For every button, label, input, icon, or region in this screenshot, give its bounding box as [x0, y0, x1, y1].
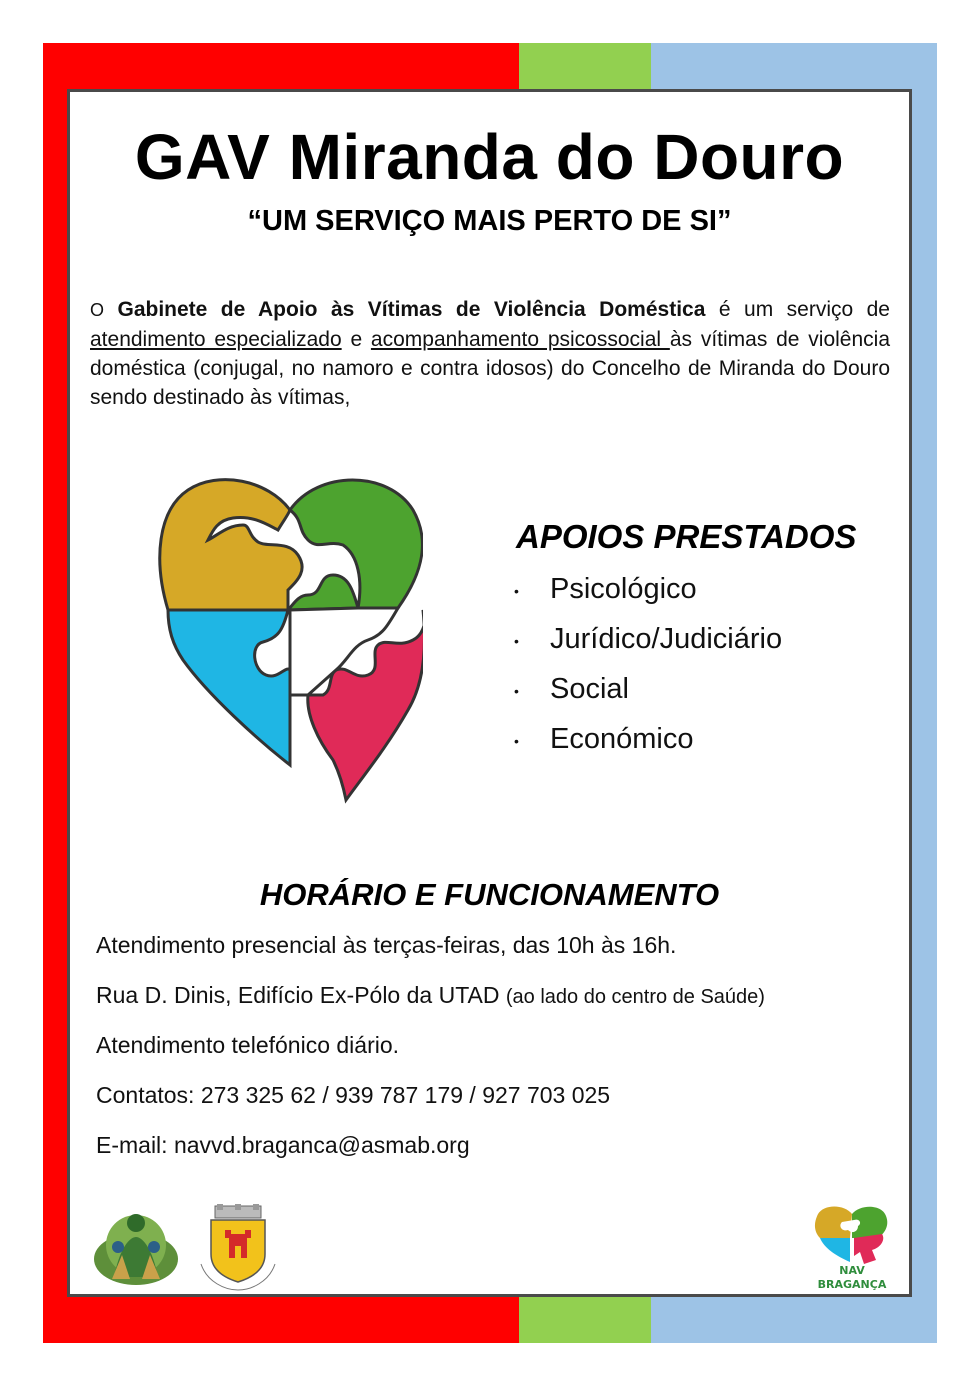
schedule-line: Atendimento presencial às terças-feiras, das 10h às 16h. — [96, 932, 677, 958]
apoio-item: • Psicológico — [514, 570, 782, 620]
puzzle-piece-green — [290, 480, 422, 608]
poster-subtitle: “UM SERVIÇO MAIS PERTO DE SI” — [247, 205, 732, 237]
poster-panel — [67, 89, 912, 1297]
poster-frame — [43, 43, 937, 1343]
address-line — [96, 980, 896, 1030]
nav-braganca-logo — [812, 1204, 892, 1292]
nav-logo-line1: NAV — [839, 1264, 865, 1277]
address-note: (ao lado do centro de Saúde) — [505, 986, 765, 1008]
intro-paragraph — [90, 295, 890, 412]
horario-info — [96, 930, 896, 1180]
apoios-heading: APOIOS PRESTADOS — [516, 518, 857, 555]
intro-lead: O — [90, 300, 105, 320]
nav-logo-line2: BRAGANÇA — [817, 1278, 887, 1291]
intro-underline-2: acompanhamento psicossocial — [370, 328, 670, 351]
intro-text-1: é um serviço de — [705, 298, 890, 321]
email-line[interactable]: E-mail: navvd.braganca@asmab.org — [96, 1132, 470, 1158]
nav-puzzle-heart-icon — [812, 1204, 892, 1266]
intro-underline-1: atendimento especializado — [90, 328, 342, 351]
puzzle-piece-gold — [160, 480, 302, 610]
intro-text-2: e — [341, 328, 371, 351]
intro-organization: Gabinete de Apoio às Vítimas de Violência Doméstica — [117, 298, 706, 321]
apoio-item: • Económico — [514, 720, 782, 770]
horario-heading: HORÁRIO E FUNCIONAMENTO — [259, 877, 720, 912]
poster-title: GAV Miranda do Douro — [134, 121, 845, 193]
puzzle-piece-cyan — [168, 610, 290, 765]
apoio-item: • Jurídico/Judiciário — [514, 620, 782, 670]
puzzle-heart-icon — [158, 470, 423, 810]
address-main: Rua D. Dinis, Edifício Ex-Pólo da UTAD — [96, 982, 506, 1008]
association-logo-icon — [92, 1207, 180, 1287]
intro-text-3: às vítimas de violência doméstica (conjugal, no namoro e contra idosos) do Concelho de Miranda do Douro sendo destinado às vítimas, — [90, 328, 890, 409]
phone-service-line: Atendimento telefónico diário. — [96, 1032, 400, 1058]
apoio-item: • Social — [514, 670, 782, 720]
contacts-line: Contatos: 273 325 62 / 939 787 179 / 927 703 025 — [96, 1082, 611, 1108]
municipal-crest-icon — [195, 1204, 281, 1292]
apoios-list — [514, 570, 782, 770]
